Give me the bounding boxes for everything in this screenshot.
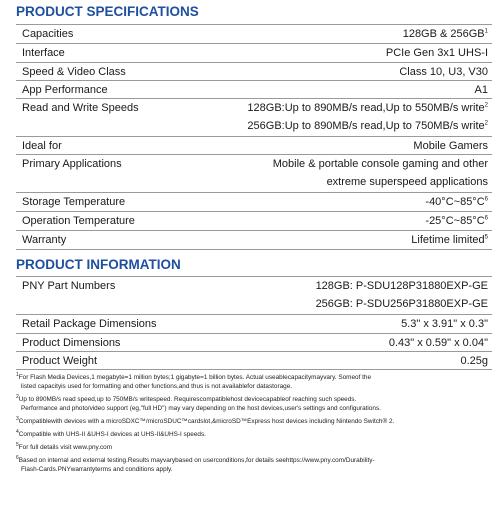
spec-label: Speed & Video Class bbox=[22, 66, 126, 78]
spec-row-storage-temperature bbox=[16, 192, 492, 211]
spec-row-operation-temperature bbox=[16, 211, 492, 230]
spec-row-read-write bbox=[16, 98, 492, 136]
spec-value: Class 10, U3, V30 bbox=[399, 66, 488, 78]
info-label: Product Dimensions bbox=[22, 337, 121, 349]
information-heading: PRODUCT INFORMATION bbox=[16, 257, 181, 272]
spec-value: A1 bbox=[474, 84, 488, 96]
info-value: 128GB: P-SDU128P31880EXP-GE 256GB: P-SDU256P31880EXP-GE bbox=[315, 280, 488, 310]
spec-row-speed-class bbox=[16, 62, 492, 80]
footnote-ref: 1 bbox=[484, 28, 488, 35]
spec-value: PCIe Gen 3x1 UHS-I bbox=[385, 47, 488, 59]
spec-label: Warranty bbox=[22, 234, 67, 246]
spec-label: Ideal for bbox=[22, 140, 62, 152]
spec-row-ideal-for bbox=[16, 136, 492, 154]
footnote-3: $^3$Compatiblewith devices with a microSDXC™/microSDUC™cardslot,&microSD™Express host devices including Nintendo Switch® 2. bbox=[16, 415, 395, 425]
spec-value: $-40^\circ C\sim 85^\circ C^6$ bbox=[425, 196, 488, 208]
info-row-package-dimensions bbox=[16, 314, 492, 333]
spec-value: Mobile & portable console gaming and other extreme superspeed applications bbox=[272, 158, 488, 188]
information-table bbox=[16, 276, 492, 370]
spec-label: Read and Write Speeds bbox=[22, 102, 139, 114]
spec-label: Capacities bbox=[22, 28, 74, 40]
spec-value: $-25^\circ C\sim 85^\circ C^6$ bbox=[425, 215, 488, 227]
info-row-product-dimensions bbox=[16, 333, 492, 351]
footnote-4: $^4$Compatible with UHS-II &UHS-I devices at UHS-II&UHS-I speeds. bbox=[16, 428, 206, 438]
spec-row-primary-applications bbox=[16, 154, 492, 192]
spec-label: Interface bbox=[22, 47, 65, 59]
spec-row-capacities bbox=[16, 24, 492, 43]
footnotes bbox=[16, 373, 486, 478]
footnote-5: $^5$For full details visit www.pny.com bbox=[16, 441, 113, 451]
spec-value: Lifetime limited$^5$ bbox=[411, 234, 488, 246]
spec-value: 128GB:Up to 890MB/s read,Up to 550MB/s write$^2$ 256GB:Up to 890MB/s read,Up to 750MB/s write$^2$ bbox=[247, 102, 488, 132]
footnote-6: $^6$Based on internal and external testing.Results mayvarybased on userconditions,for details seehttps://www.pny.com/Durability- Flash-Cards.PNYwarrantyterms and conditions apply. bbox=[16, 454, 375, 473]
spec-row-app-performance bbox=[16, 80, 492, 98]
info-label: Retail Package Dimensions bbox=[22, 318, 157, 330]
spec-value: 128GB & $256GB^1$ bbox=[402, 28, 488, 40]
specifications-heading: PRODUCT SPECIFICATIONS bbox=[16, 4, 199, 19]
spec-row-warranty bbox=[16, 230, 492, 250]
info-value: 0.43" x 0.59" x 0.04" bbox=[388, 337, 488, 349]
spec-label: Operation Temperature bbox=[22, 215, 135, 227]
info-value: 5.3" x 3.91" x 0.3" bbox=[401, 318, 488, 330]
specifications-table bbox=[16, 24, 492, 250]
footnote-2: $^2$Up to 890MB/s read speed,up to 750MB/s writespeed. Requirescompatiblehost devicecapableof reaching such speeds. Performance and photo/video support (eg,"full HD") may vary depending on the host devices,user's settings and configurations. bbox=[16, 393, 381, 412]
spec-label: Primary Applications bbox=[22, 158, 122, 170]
footnote-1: $^1$For Flash Media Devices,1 megabyte=1 million bytes;1 gigabyte=1 billion bytes. Actual useablecapacitymayvary. Someof the listed capacityis used for formatting and other functions,and thus is not availablefor datastorage. bbox=[16, 371, 372, 390]
info-label: PNY Part Numbers bbox=[22, 280, 116, 292]
info-label: Product Weight bbox=[22, 355, 98, 367]
spec-label: App Performance bbox=[22, 84, 108, 96]
info-row-product-weight bbox=[16, 351, 492, 370]
spec-label: Storage Temperature bbox=[22, 196, 126, 208]
spec-value: Mobile Gamers bbox=[413, 140, 488, 152]
info-row-part-numbers bbox=[16, 276, 492, 314]
info-value: 0.25g bbox=[460, 355, 488, 367]
spec-row-interface bbox=[16, 43, 492, 62]
